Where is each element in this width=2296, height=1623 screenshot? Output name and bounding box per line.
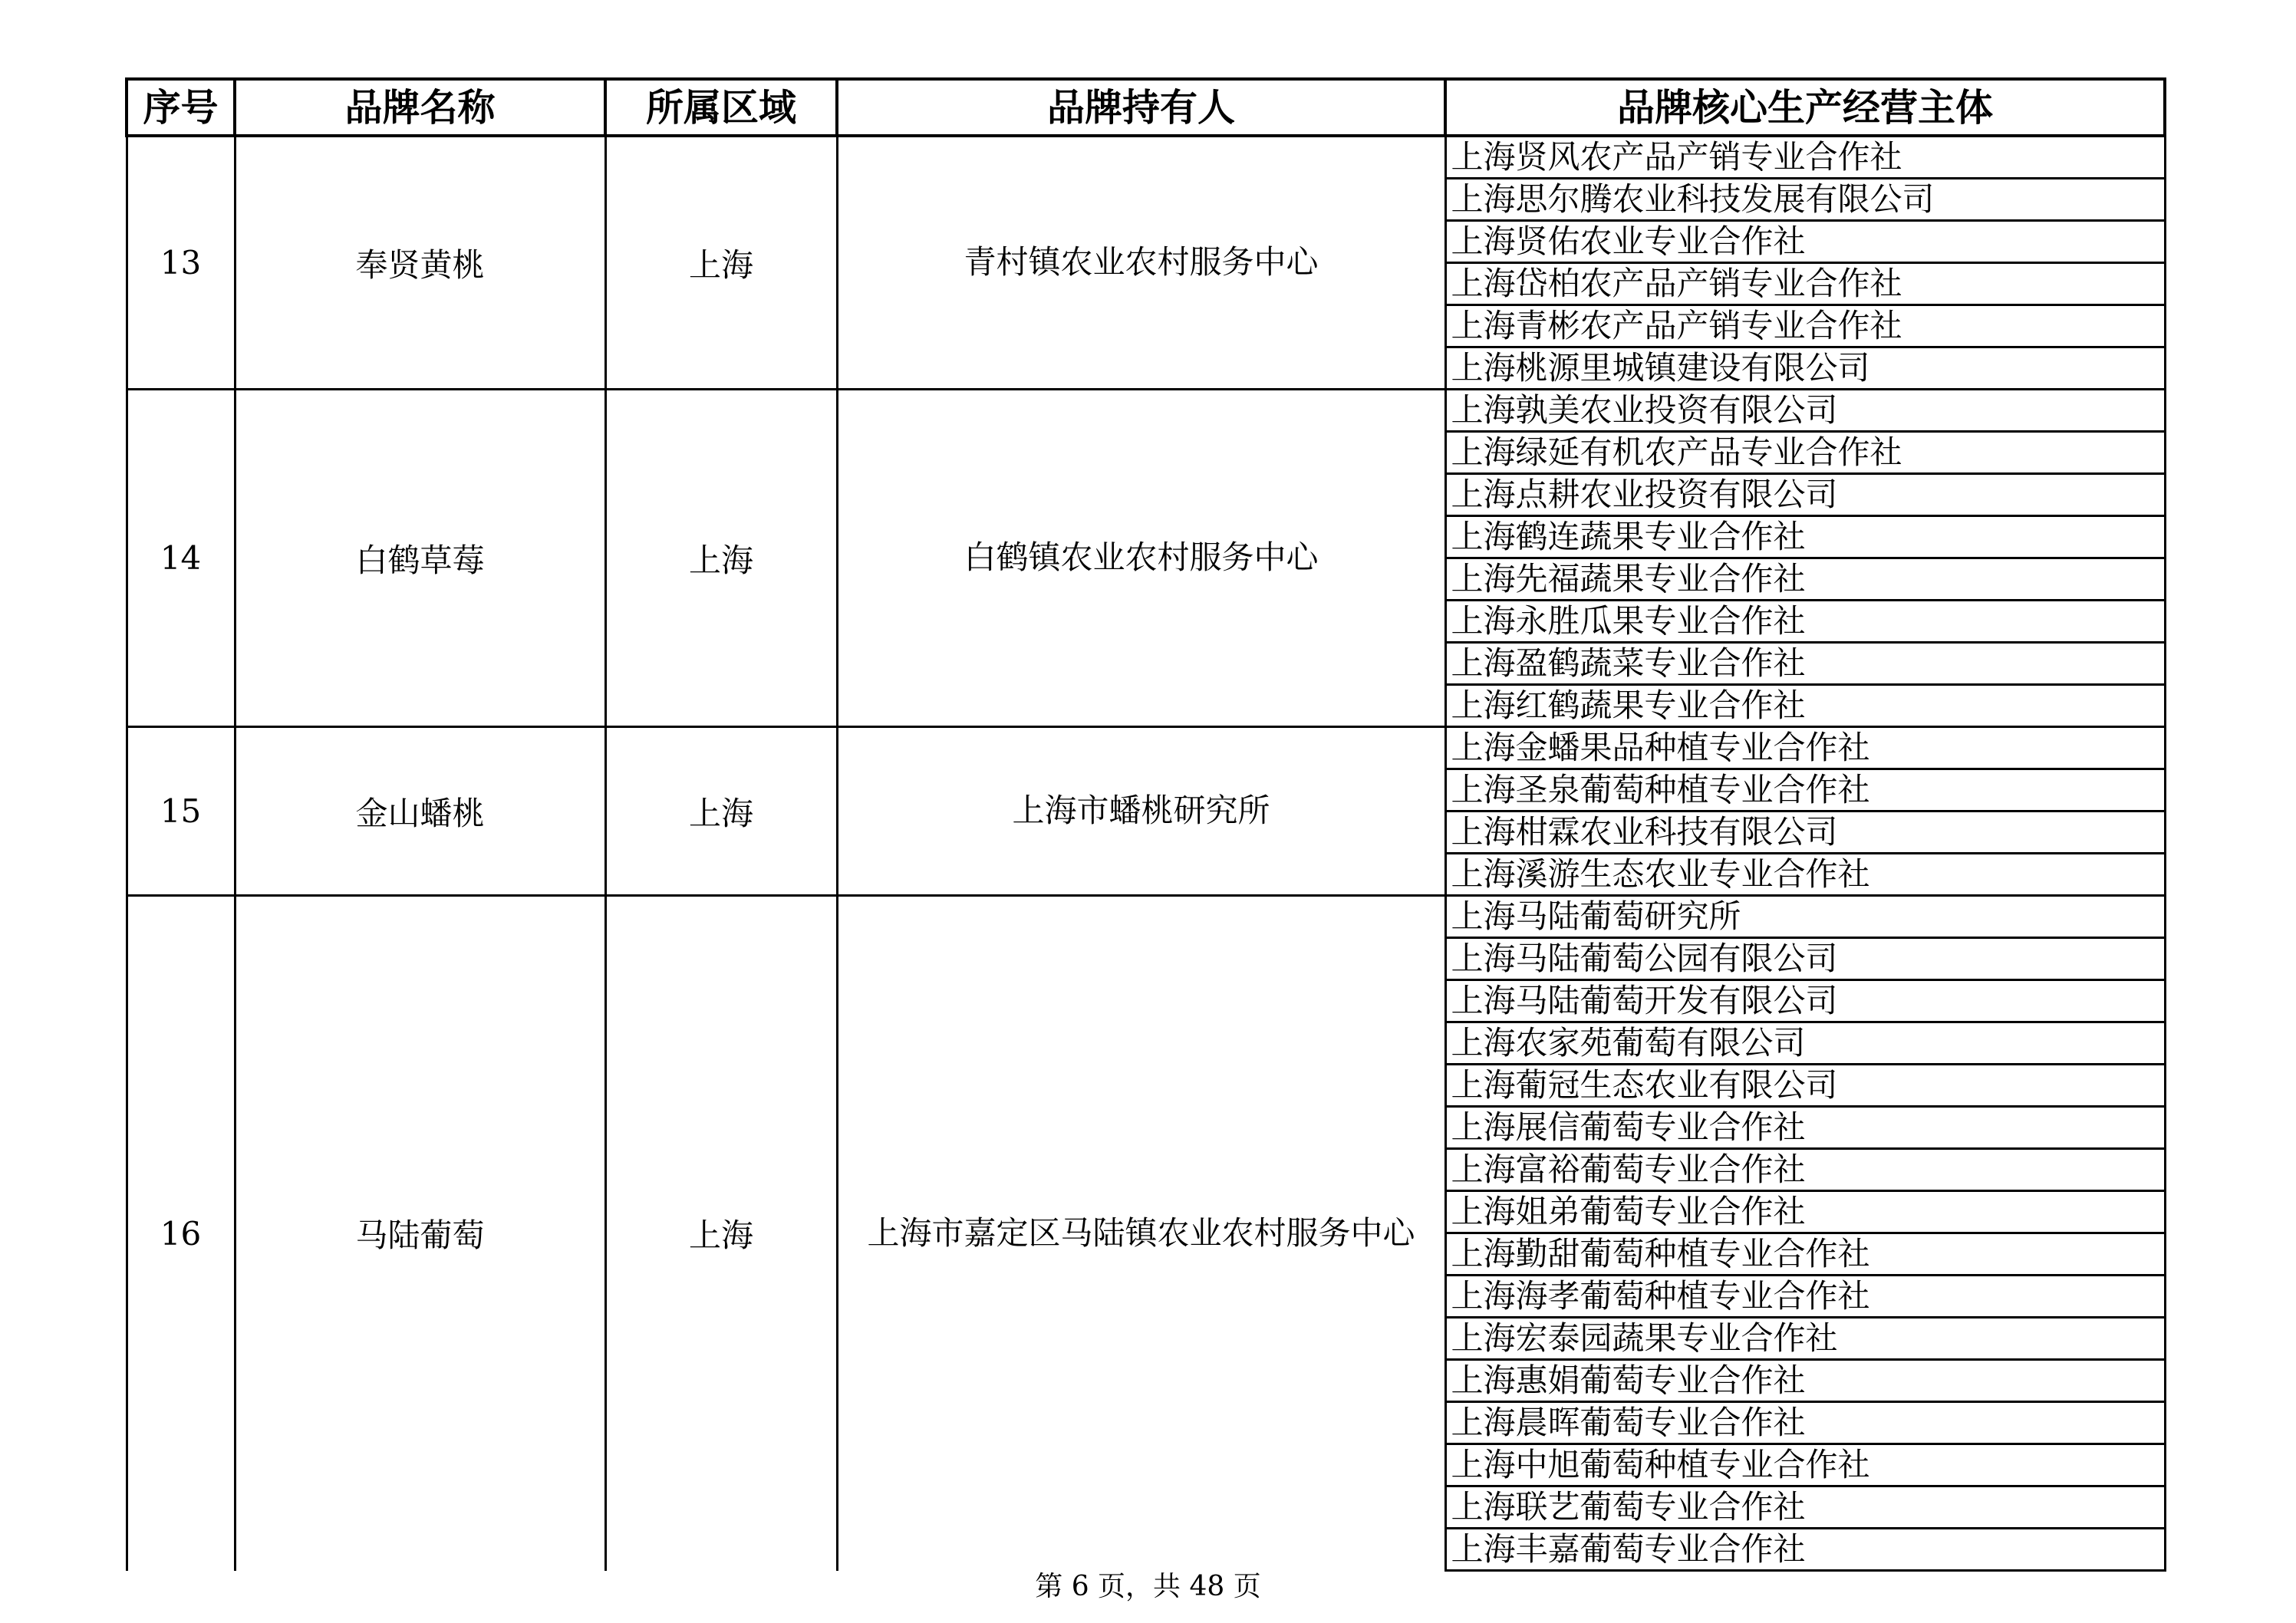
entity-cell: 上海柑霖农业科技有限公司 (1445, 812, 2165, 854)
row-number: 13 (127, 136, 235, 390)
brand-owner: 青村镇农业农村服务中心 (837, 136, 1445, 390)
entity-cell: 上海思尔腾农业科技发展有限公司 (1445, 179, 2165, 221)
entity-cell: 上海晨晖葡萄专业合作社 (1445, 1402, 2165, 1444)
entity-cell: 上海孰美农业投资有限公司 (1445, 390, 2165, 432)
entity-cell: 上海桃源里城镇建设有限公司 (1445, 347, 2165, 390)
entity-cell: 上海展信葡萄专业合作社 (1445, 1107, 2165, 1149)
entity-cell: 上海葡冠生态农业有限公司 (1445, 1065, 2165, 1107)
region: 上海 (605, 136, 837, 390)
entity-cell: 上海联艺葡萄专业合作社 (1445, 1486, 2165, 1529)
entity-cell: 上海农家苑葡萄有限公司 (1445, 1022, 2165, 1065)
brand-name: 金山蟠桃 (235, 727, 605, 896)
entity-cell: 上海红鹤蔬果专业合作社 (1445, 685, 2165, 727)
region: 上海 (605, 727, 837, 896)
entity-cell: 上海永胜瓜果专业合作社 (1445, 601, 2165, 643)
entity-cell: 上海金蟠果品种植专业合作社 (1445, 727, 2165, 769)
entity-cell: 上海先福蔬果专业合作社 (1445, 558, 2165, 601)
entity-cell: 上海溪游生态农业专业合作社 (1445, 854, 2165, 896)
table-body (127, 136, 2165, 1571)
entity-cell: 上海富裕葡萄专业合作社 (1445, 1149, 2165, 1191)
table-row (127, 727, 2165, 769)
page-footer: 第 6 页，共 48 页 (1035, 1571, 1261, 1602)
entity-cell: 上海点耕农业投资有限公司 (1445, 474, 2165, 516)
entity-cell: 上海圣泉葡萄种植专业合作社 (1445, 769, 2165, 812)
entity-cell: 上海马陆葡萄开发有限公司 (1445, 980, 2165, 1022)
entity-cell: 上海马陆葡萄公园有限公司 (1445, 938, 2165, 980)
entity-cell: 上海中旭葡萄种植专业合作社 (1445, 1444, 2165, 1486)
header-region: 所属区域 (605, 79, 837, 136)
brand-name: 奉贤黄桃 (235, 136, 605, 390)
row-number: 16 (127, 896, 235, 1571)
brand-name: 马陆葡萄 (235, 896, 605, 1571)
entity-cell: 上海青彬农产品产销专业合作社 (1445, 305, 2165, 347)
entity-cell: 上海绿延有机农产品专业合作社 (1445, 432, 2165, 474)
header-brand: 品牌名称 (235, 79, 605, 136)
table-row (127, 896, 2165, 938)
brand-owner: 白鹤镇农业农村服务中心 (837, 390, 1445, 727)
entity-cell: 上海惠娟葡萄专业合作社 (1445, 1360, 2165, 1402)
row-number: 15 (127, 727, 235, 896)
header-row (127, 79, 2165, 136)
entity-cell: 上海姐弟葡萄专业合作社 (1445, 1191, 2165, 1233)
entity-cell: 上海丰嘉葡萄专业合作社 (1445, 1529, 2165, 1571)
entity-cell: 上海盈鹤蔬菜专业合作社 (1445, 643, 2165, 685)
table-row (127, 136, 2165, 179)
header-entities: 品牌核心生产经营主体 (1445, 79, 2165, 136)
entity-cell: 上海贤佑农业专业合作社 (1445, 221, 2165, 263)
entity-cell: 上海海孝葡萄种植专业合作社 (1445, 1276, 2165, 1318)
table-row (127, 390, 2165, 432)
entity-cell: 上海鹤连蔬果专业合作社 (1445, 516, 2165, 558)
header-owner: 品牌持有人 (837, 79, 1445, 136)
brand-owner: 上海市嘉定区马陆镇农业农村服务中心 (837, 896, 1445, 1571)
entity-cell: 上海马陆葡萄研究所 (1445, 896, 2165, 938)
region: 上海 (605, 896, 837, 1571)
brand-table (125, 77, 2166, 1572)
brand-name: 白鹤草莓 (235, 390, 605, 727)
entity-cell: 上海贤风农产品产销专业合作社 (1445, 136, 2165, 179)
entity-cell: 上海岱柏农产品产销专业合作社 (1445, 263, 2165, 305)
header-no: 序号 (127, 79, 235, 136)
region: 上海 (605, 390, 837, 727)
row-number: 14 (127, 390, 235, 727)
entity-cell: 上海宏泰园蔬果专业合作社 (1445, 1318, 2165, 1360)
brand-owner: 上海市蟠桃研究所 (837, 727, 1445, 896)
entity-cell: 上海勤甜葡萄种植专业合作社 (1445, 1233, 2165, 1276)
